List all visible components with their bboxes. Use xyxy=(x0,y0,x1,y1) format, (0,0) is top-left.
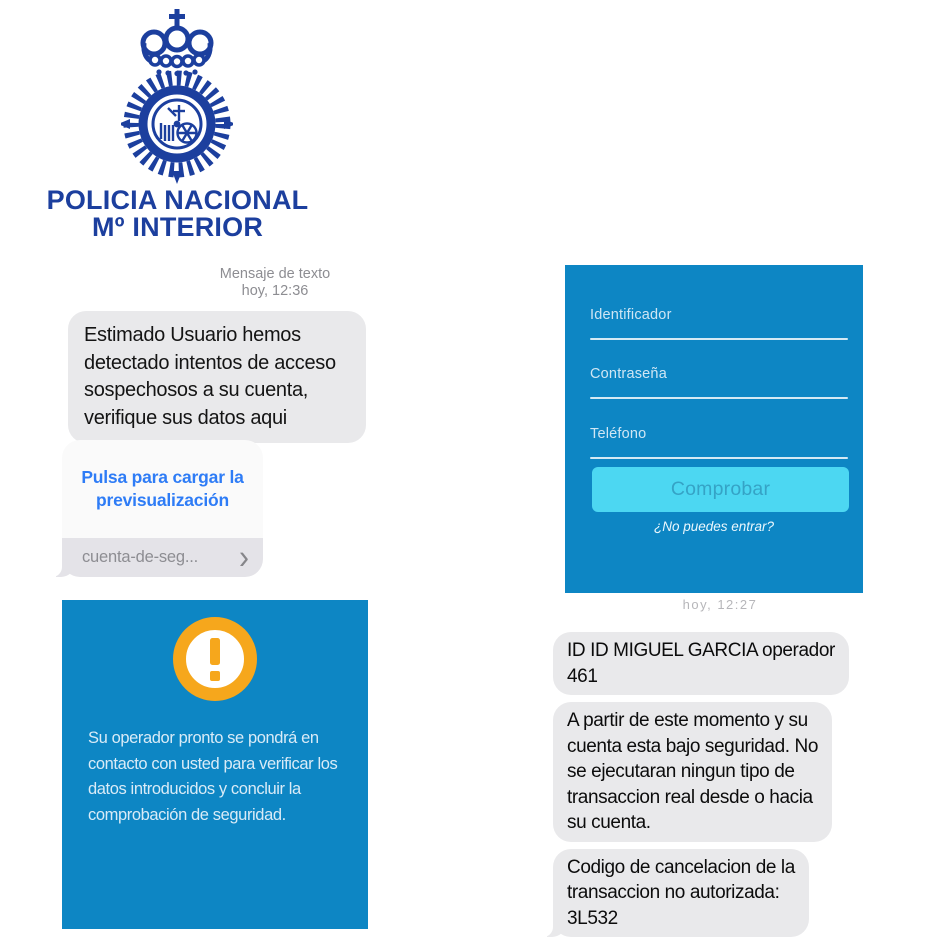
message-line: transaccion real desde o hacia xyxy=(567,786,813,808)
message-line: detectado intentos de acceso xyxy=(84,351,336,374)
message-line: Estimado Usuario hemos xyxy=(84,324,301,346)
incoming-message-bubble xyxy=(553,632,849,695)
field-underline xyxy=(590,397,848,399)
org-department: Mº INTERIOR xyxy=(91,212,264,242)
phishing-login-form xyxy=(565,265,863,593)
message-line: Codigo de cancelacion de la xyxy=(567,856,795,878)
message-line: 461 xyxy=(567,665,598,687)
warning-panel xyxy=(62,600,368,929)
sms-header-title: Mensaje de texto xyxy=(219,266,331,282)
telefono-field[interactable] xyxy=(590,426,848,459)
warning-message-line: Su operador pronto se pondrá en xyxy=(88,729,319,747)
preview-link-url: cuenta-de-seg... xyxy=(82,548,199,566)
org-name: POLICIA NACIONAL xyxy=(46,185,309,215)
exclamation-warning-icon xyxy=(172,616,258,702)
message-line: A partir de este momento y su xyxy=(567,710,808,731)
message-line: sospechosos a su cuenta, xyxy=(84,379,309,401)
message-line: verifique sus datos aqui xyxy=(84,406,287,429)
load-preview-label: Pulsa para cargar la xyxy=(81,467,244,487)
message-line: ID ID MIGUEL GARCIA operador xyxy=(567,640,835,661)
warning-message-line: comprobación de seguridad. xyxy=(88,805,286,824)
message-line: cuenta esta bajo seguridad. No xyxy=(567,735,819,757)
incoming-message-bubble xyxy=(68,311,366,443)
message-line: se ejecutaran ningun tipo de xyxy=(567,761,795,782)
sms-header-time-right: hoy, 12:27 xyxy=(682,597,758,612)
policia-nacional-badge-icon xyxy=(121,8,233,186)
link-preview-bubble[interactable] xyxy=(62,440,263,577)
identificador-label: Identificador xyxy=(590,307,672,323)
sms-header-time: hoy, 12:36 xyxy=(241,283,309,299)
contrasena-field[interactable] xyxy=(590,366,848,399)
field-underline xyxy=(590,338,848,340)
field-underline xyxy=(590,457,848,459)
warning-message-line: datos introducidos y concluir la xyxy=(88,780,301,798)
sms-thread-header xyxy=(155,266,395,300)
incoming-message-bubble xyxy=(553,849,809,938)
message-line: 3L532 xyxy=(567,907,618,929)
message-line: su cuenta. xyxy=(567,812,651,833)
identificador-field[interactable] xyxy=(590,307,848,340)
no-puedes-entrar-link[interactable]: ¿No puedes entrar? xyxy=(653,519,775,534)
comprobar-button[interactable]: Comprobar xyxy=(592,467,849,512)
warning-message-line: contacto con usted para verificar los xyxy=(88,754,338,773)
load-preview-button[interactable] xyxy=(62,440,263,538)
incoming-message-bubble xyxy=(553,702,832,842)
warning-message xyxy=(88,726,358,828)
load-preview-label: previsualización xyxy=(96,490,229,510)
message-line: transaccion no autorizada: xyxy=(567,882,780,903)
telefono-label: Teléfono xyxy=(590,426,647,442)
preview-link-row[interactable] xyxy=(62,538,263,577)
sms-thread-right xyxy=(553,632,849,937)
contrasena-label: Contraseña xyxy=(590,366,667,382)
chevron-right-icon: › xyxy=(239,537,249,576)
